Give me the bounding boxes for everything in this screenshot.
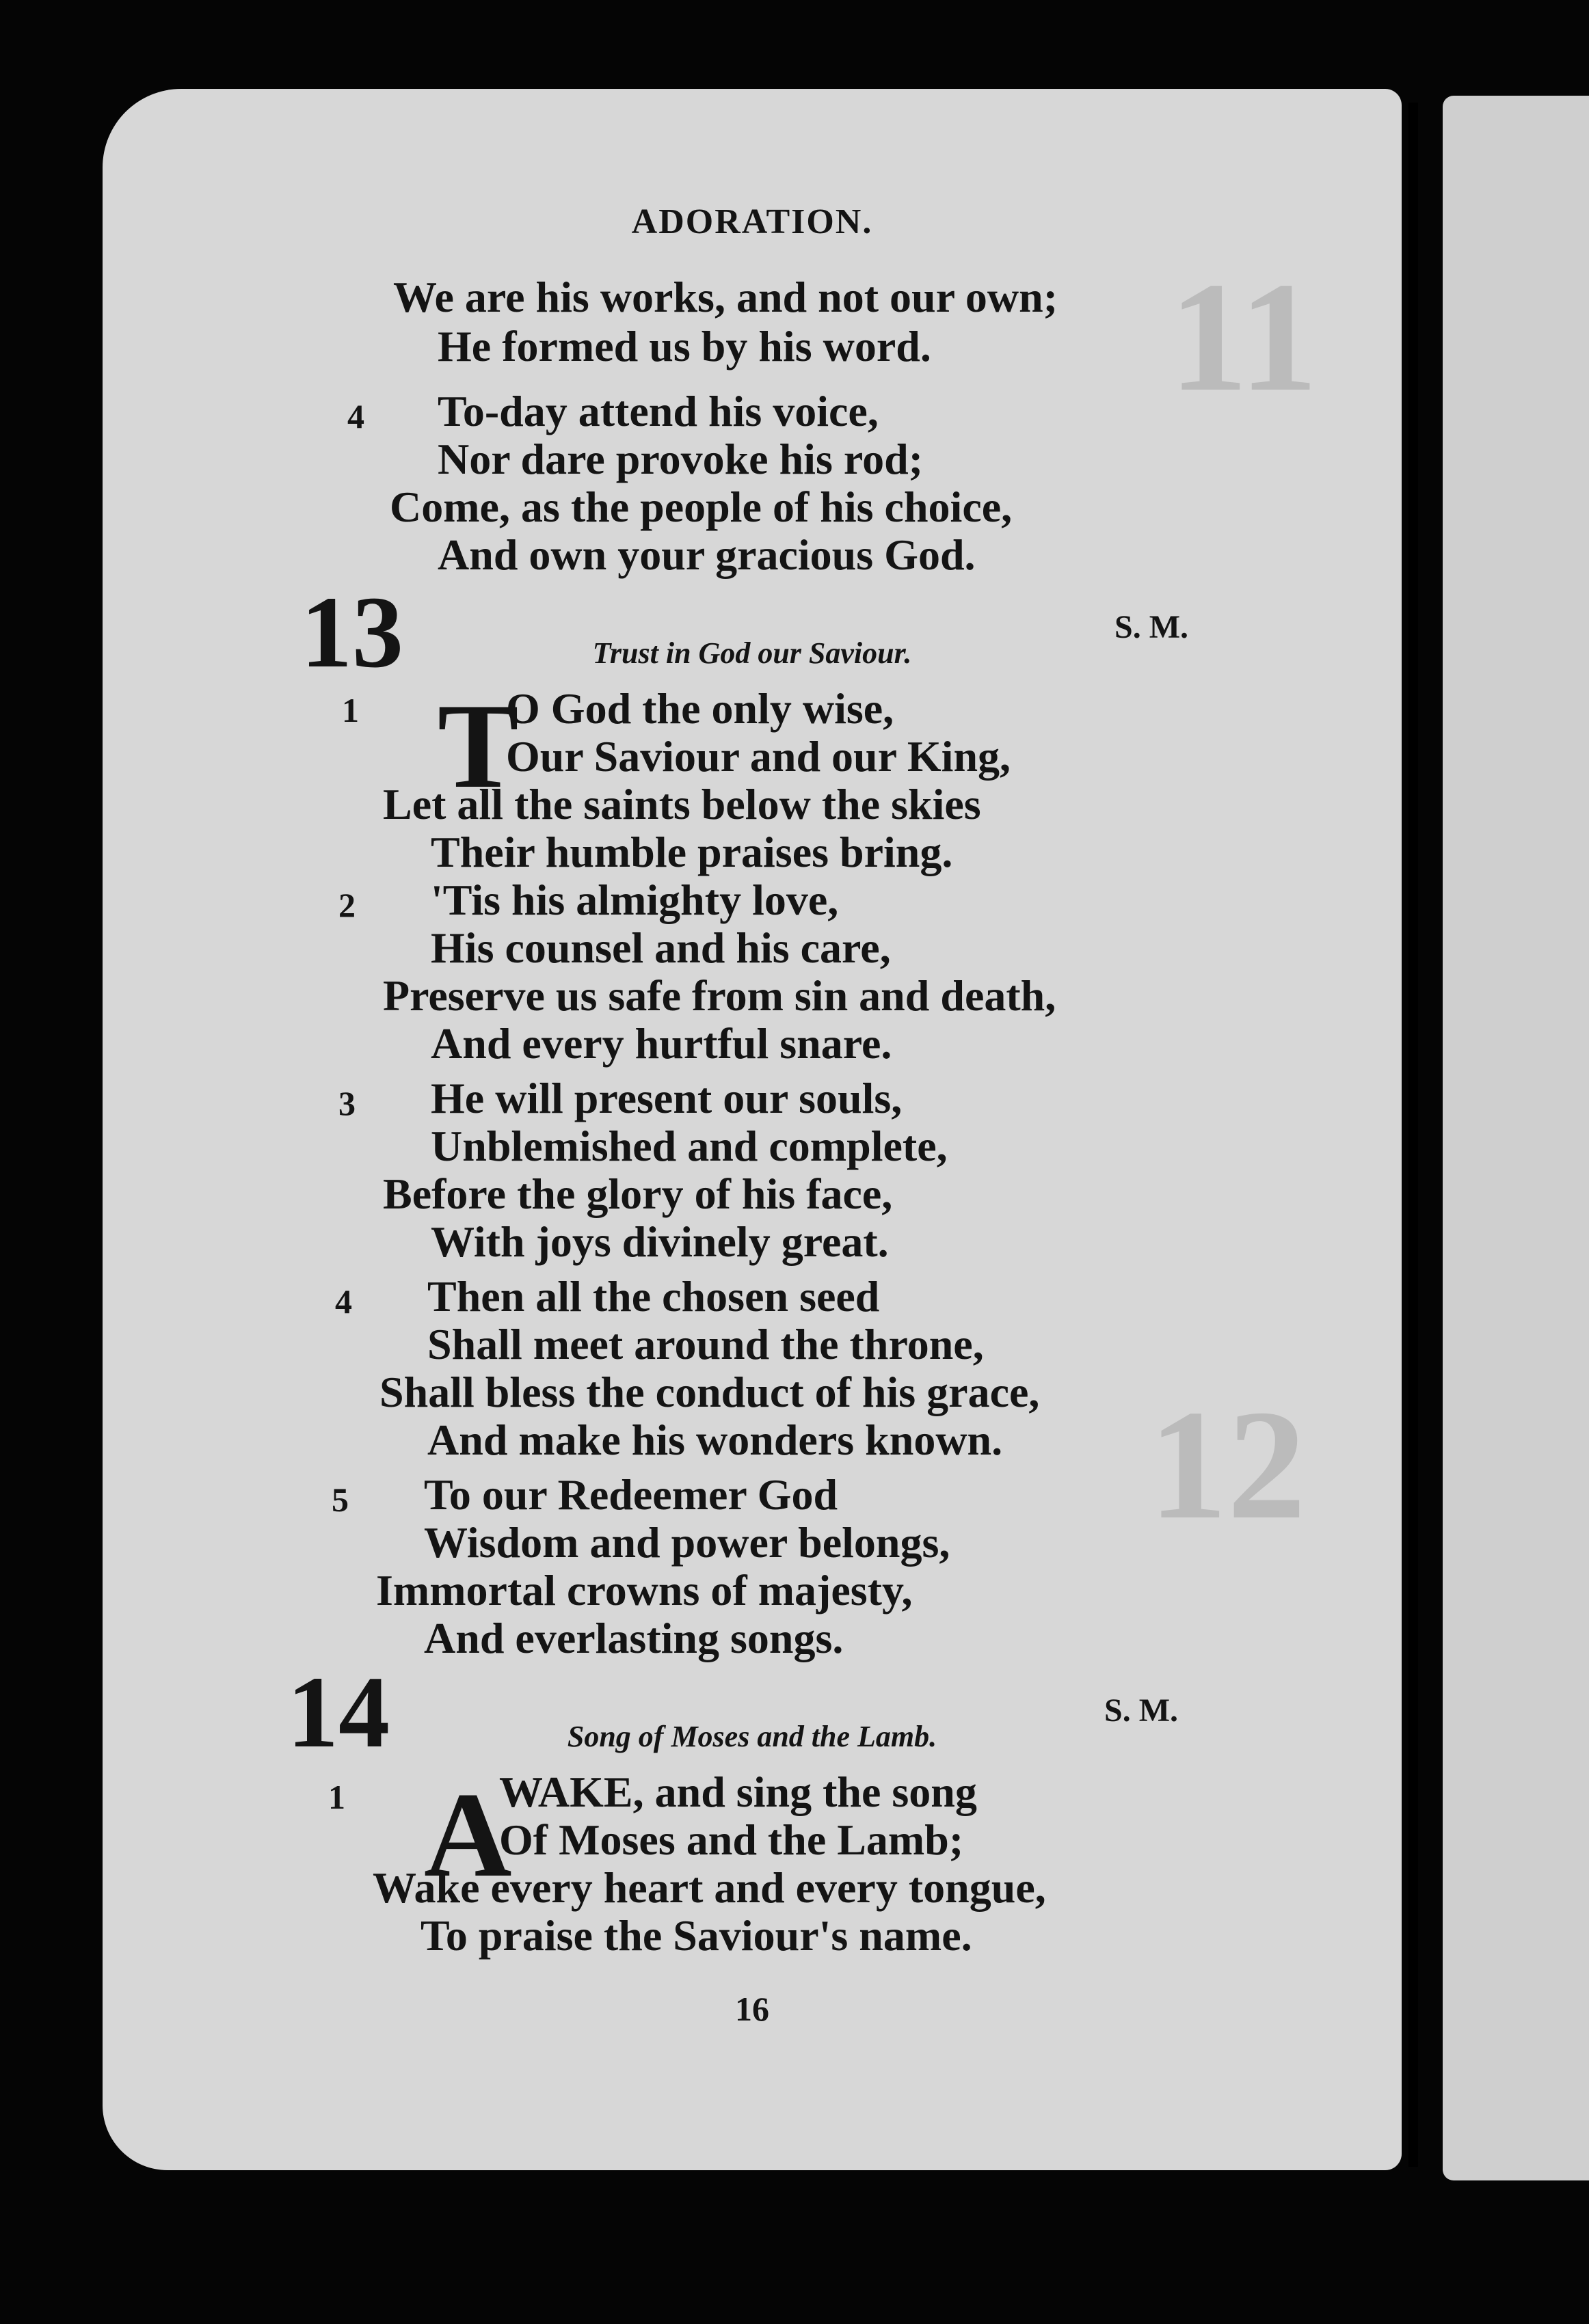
stanza-number: 1 (328, 1778, 345, 1816)
stanza-number: 3 (338, 1084, 356, 1122)
book-page-left (103, 89, 1402, 2170)
verse-line: Wisdom and power belongs, (424, 1518, 950, 1567)
verse-line: We are his works, and not our own; (393, 273, 1058, 321)
verse-line: Shall bless the conduct of his grace, (379, 1368, 1040, 1416)
verse-line: Wake every heart and every tongue, (373, 1863, 1046, 1912)
verse-line: Their humble praises bring. (431, 828, 953, 876)
verse-line: And every hurtful snare. (431, 1019, 892, 1068)
drop-cap: A (424, 1767, 512, 1902)
verse-line: 'Tis his almighty love, (431, 876, 839, 924)
hymn-meter: S. M. (1104, 1692, 1178, 1729)
verse-line: Let all the saints below the skies (383, 780, 981, 828)
verse-line: Our Saviour and our King, (506, 732, 1011, 781)
verse-line: And own your gracious God. (438, 530, 976, 579)
verse-line: To praise the Saviour's name. (420, 1911, 972, 1960)
verse-line: Preserve us safe from sin and death, (383, 971, 1056, 1020)
stanza-number: 5 (332, 1481, 349, 1519)
hymn-meter: S. M. (1114, 609, 1188, 645)
verse-line: To our Redeemer God (424, 1470, 838, 1519)
show-through-numeral: 11 (1169, 249, 1318, 424)
verse-line: Of Moses and the Lamb; (499, 1815, 964, 1864)
hymn-number: 13 (301, 576, 403, 689)
drop-cap: T (438, 678, 519, 813)
stanza-number: 4 (347, 397, 364, 435)
book-gutter (1408, 103, 1418, 2167)
verse-line: He will present our souls, (431, 1074, 903, 1122)
verse-line: Come, as the people of his choice, (390, 483, 1013, 531)
show-through-numeral: 12 (1149, 1377, 1306, 1552)
verse-line: O God the only wise, (506, 684, 894, 733)
verse-line: WAKE, and sing the song (499, 1768, 977, 1816)
verse-line: And make his wonders known. (427, 1416, 1003, 1464)
verse-line: Immortal crowns of majesty, (376, 1566, 913, 1614)
verse-line: Nor dare provoke his rod; (438, 435, 923, 483)
book-page-right-edge (1443, 96, 1589, 2180)
verse-line: Before the glory of his face, (383, 1170, 893, 1218)
stanza-number: 1 (342, 691, 359, 729)
verse-line: Shall meet around the throne, (427, 1320, 984, 1368)
verse-line: And everlasting songs. (424, 1614, 844, 1662)
stanza-number: 2 (338, 886, 356, 924)
verse-line: Unblemished and complete, (431, 1122, 948, 1170)
hymn-title: Song of Moses and the Lamb. (567, 1720, 937, 1753)
verse-line: To-day attend his voice, (438, 387, 879, 435)
verse-line: Then all the chosen seed (427, 1272, 880, 1321)
hymn-title: Trust in God our Saviour. (592, 636, 912, 670)
stanza-number: 4 (335, 1282, 352, 1321)
running-header: ADORATION. (631, 202, 873, 241)
page-number: 16 (735, 1990, 769, 2028)
verse-line: His counsel and his care, (431, 923, 891, 972)
verse-line: He formed us by his word. (438, 322, 931, 370)
hymn-number: 14 (287, 1656, 390, 1769)
verse-line: With joys divinely great. (431, 1217, 889, 1266)
